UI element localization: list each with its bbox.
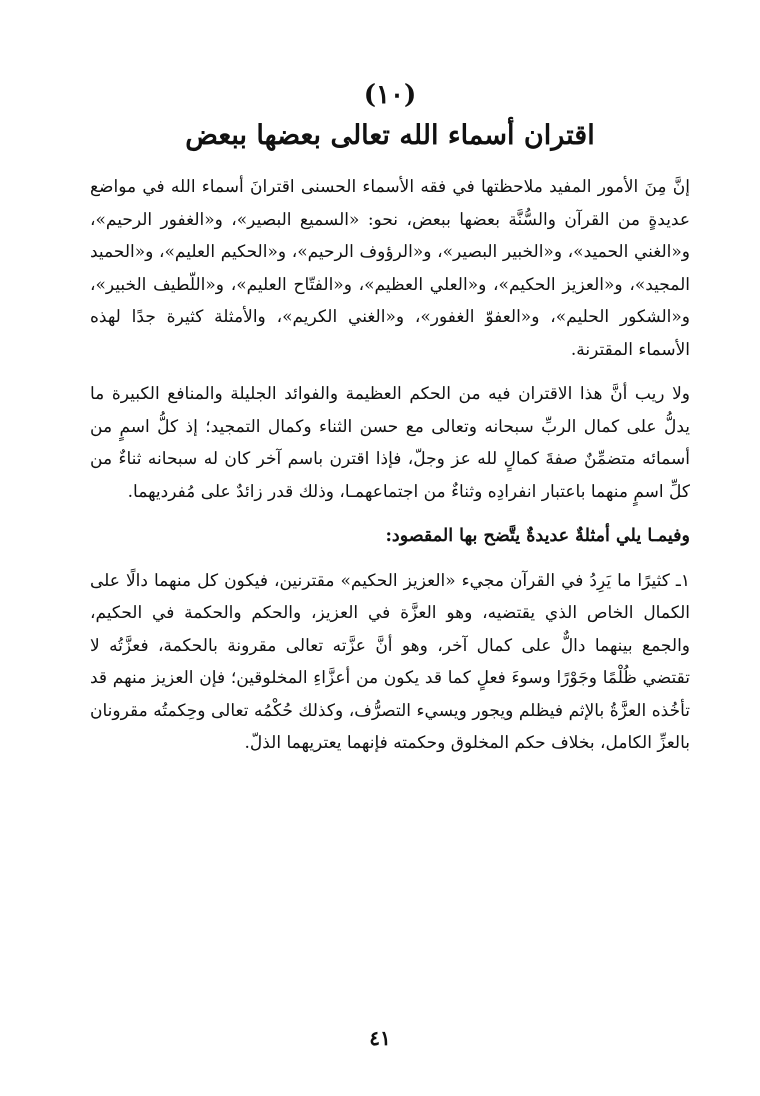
- examples-heading: وفيمـا يلي أمثلةٌ عديدةٌ يتَّضح بها المقصود:: [385, 526, 690, 546]
- paragraph-benefit: ولا ريب أنَّ هذا الاقتران فيه من الحكم العظيمة والفوائد الجليلة والمنافع الكبيرة ما يدلُّ على كمال الربِّ سبحانه وتعالى مع حسن الثناء وكمال التمجيد؛ إذ كلُّ اسمٍ من أسمائه متضمِّنٌ صفةَ كمالٍ لله عز وجلّ، فإذا اقترن باسم آخر كان له سبحانه ثناءٌ من كلِّ اسمٍ منهما باعتبار انفرادِه وثناءٌ من اجتماعهمـا، وذلك قدر زائدٌ على مُفرديهما.: [90, 384, 690, 502]
- paragraph-example-1: ١ـ كثيرًا ما يَرِدُ في القرآن مجيء «العزيز الحكيم» مقترنين، فيكون كل منهما دالًا على الكمال الخاص الذي يقتضيه، وهو العزَّة في العزيز، والحكم والحكمة في الحكيم، والجمع بينهما دالٌّ على كمال آخر، وهو أنَّ عزَّته تعالى مقرونة بالحكمة، فعزَّتُه لا تقتضي ظُلْمًا وجَوْرًا وسوءَ فعلٍ كما قد يكون من أعزَّاءِ المخلوقين؛ فإن العزيز منهم قد تأخُذه العزَّةُ بالإثم فيظلم ويجور ويسيء التصرُّف، وكذلك حُكْمُه تعالى وحِكمتُه مقرونان بالعزِّ الكامل، بخلاف حكم المخلوق وحكمته فإنهما يعتريهما الذلّ.: [90, 570, 690, 753]
- page-title: اقتران أسماء الله تعالى بعضها ببعض: [185, 120, 595, 151]
- paragraph-intro: إنَّ مِنَ الأمور المفيد ملاحظتها في فقه الأسماء الحسنى اقترانَ أسماء الله في مواضع عديدةٍ من القرآن والسُّنَّة بعضها ببعض، نحو: «السميع البصير»، و«الغفور الرحيم»، و«الغني الحميد»، و«الخبير البصير»، و«الرؤوف الرحيم»، و«الحكيم العليم»، و«الحميد المجيد»، و«العزيز الحكيم»، و«العلي العظيم»، و«الفتّاح العليم»، و«اللّطيف الخبير»، و«الشكور الحليم»، و«العفوّ الغفور»، و«الغني الكريم»، والأمثلة كثيرة جدًا لهذه الأسماء المقترنة.: [90, 177, 690, 360]
- page-body: [90, 80, 690, 772]
- page-number: ٤١: [369, 1026, 391, 1050]
- section-number: (١٠): [363, 80, 417, 110]
